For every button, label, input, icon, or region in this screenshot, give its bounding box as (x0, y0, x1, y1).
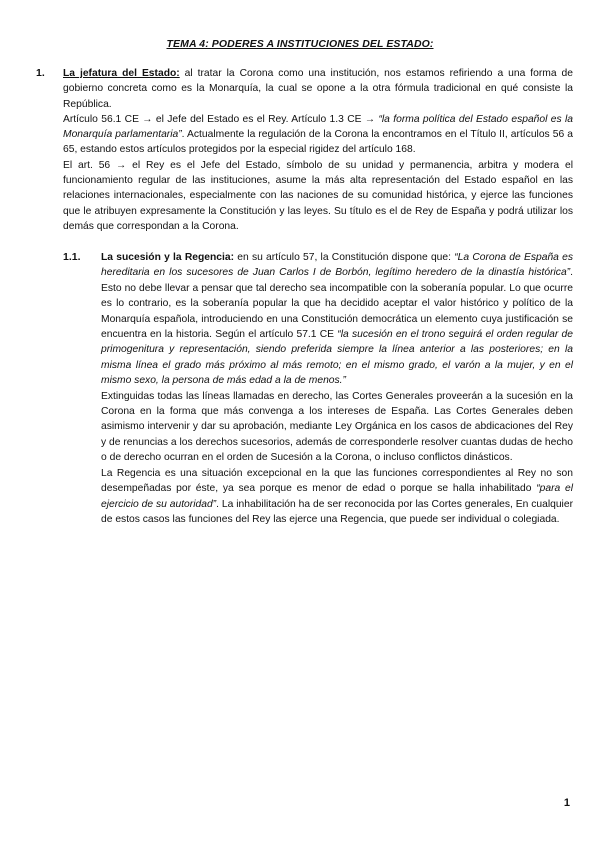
text-run: . Actualmente la regulación de la Corona la encontramos en el Título II, artículos 56 a 65, estando estos artículos protegidos por la especial rigidez del artículo 168. (63, 129, 573, 156)
paragraph (63, 66, 573, 112)
subsection-number: 1.1. (63, 251, 81, 263)
paragraph (101, 250, 573, 389)
subsection-heading: La sucesión y la Regencia: (101, 252, 235, 263)
section-body (63, 66, 573, 234)
section-heading: La jefatura del Estado: (63, 68, 180, 79)
text-run: en su artículo 57, la Constitución dispone que: (234, 252, 455, 263)
text-run: . La inhabilitación ha de ser reconocida por las Cortes generales, En cualquier de estos casos las funciones del Rey las ejerce una Regencia, que puede ser individual o colegiada. (101, 498, 574, 525)
quote: “la sucesión en el trono seguirá el orden regular de primogenitura y representación, siendo preferida siempre la línea anterior a las posteriores; en la misma línea el grado más próximo al más remoto; en el mismo grado, el varón a la mujer, y en el mismo sexo, la persona de más edad a la de menos.” (101, 329, 573, 387)
text-run: . Esto no debe llevar a pensar que tal derecho sea incompatible con la soberanía popular. Lo que ocurre es lo contrario, es la soberanía popular la que ha decidido aceptar el valor histórico y político de la Monarquía española, introduciendo en una Constitución democrática un elemento cuya justificación se encuentra en la historia. Según el artículo 57.1 CE (101, 267, 573, 341)
text-run: La Regencia es una situación excepcional en la que las funciones correspondientes al Rey no son desempeñadas por éste, ya sea porque es menor de edad o porque se halla inhabilitado (101, 467, 573, 495)
text-run: al tratar la Corona como una institución, nos estamos refiriendo a una forma de gobierno concreta como es la Monarquía, la cual se opone a la otra fórmula tradicional en qué consiste la República. (63, 68, 573, 110)
paragraph: El art. 56 → el Rey es el Jefe del Estado, símbolo de su unidad y permanencia, arbitra y modera el funcionamiento regular de las instituciones, asume la más alta representación del Estado español en las relaciones internacionales, especialmente con las naciones de su comunidad histórica, y ejerce las funciones que le atribuyen expresamente la Constitución y las leyes. Su título es el de Rey de España y podrá utilizar los demás que correspondan a la Corona. (63, 159, 573, 232)
paragraph: Extinguidas todas las líneas llamadas en derecho, las Cortes Generales proveerán a la sucesión en la Corona en la forma que más convenga a los intereses de España. Las Cortes Generales deben asimismo intervenir y dar su aprobación, mediante Ley Orgánica en los casos de abdicaciones del Rey y de renuncias a los derechos sucesorios, además de corresponderle resolver cuantas dudas de hecho o de derecho ocurran en el orden de Sucesión a la Corona, o incluso conflictos dinásticos. (101, 390, 573, 464)
section-number: 1. (36, 67, 45, 79)
quote: “La Corona de España es hereditaria en los sucesores de Juan Carlos I de Borbón, legítimo heredero de la dinastía histórica” (101, 252, 573, 279)
paragraph (63, 112, 573, 158)
text-run: Artículo 56.1 CE → el Jefe del Estado es el Rey. Artículo 1.3 CE → (63, 113, 379, 125)
page-number: 1 (563, 797, 570, 809)
quote: “para el ejercicio de su autoridad” (101, 483, 573, 510)
subsection-body (101, 250, 573, 527)
paragraph (101, 466, 573, 528)
page-title: TEMA 4: PODERES A INSTITUCIONES DEL ESTADO: (166, 38, 434, 50)
quote: “la forma política del Estado español es la Monarquía parlamentaria” (63, 113, 573, 141)
